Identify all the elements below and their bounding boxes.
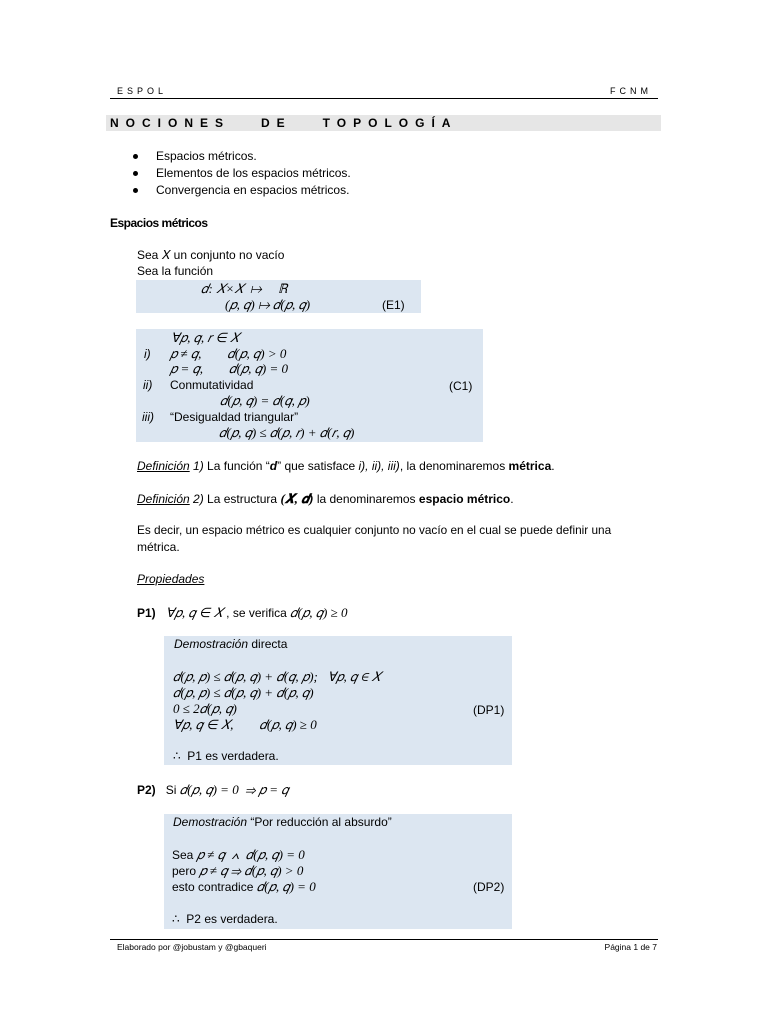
list-item: Espacios métricos. <box>156 149 257 163</box>
dp2-heading-text: “Por reducción al absurdo” <box>247 815 392 829</box>
def2-struct: (𝑿, 𝒅) <box>280 491 314 506</box>
c1-i-line-2: 𝑝 = 𝑞, 𝑑(𝑝, 𝑞) = 0 <box>170 361 289 376</box>
dp1-line-2: 𝑑(𝑝, 𝑝) ≤ 𝑑(𝑝, 𝑞) + 𝑑(𝑝, 𝑞) <box>173 685 314 700</box>
def1-end: . <box>551 459 555 473</box>
dp2-line-1 <box>172 847 305 863</box>
p1-math: ∀𝑝, 𝑞 ∈ 𝑋 <box>165 605 223 620</box>
dp1-tag: (DP1) <box>473 703 505 717</box>
c1-iii-label: iii) <box>142 410 154 424</box>
properties-heading: Propiedades <box>137 572 205 586</box>
def2-label: Definición <box>137 492 190 506</box>
dp2-conclusion: ∴ P2 es verdadera. <box>172 912 278 926</box>
e1-line-2: (𝑝, 𝑞) ↦ 𝑑(𝑝, 𝑞) <box>225 297 311 312</box>
dp1-heading-italic: Demostración <box>174 637 249 651</box>
footer-rule <box>110 939 658 940</box>
dp2-line-1-math: 𝑝 ≠ 𝑞 ∧ 𝑑(𝑝, 𝑞) = 0 <box>196 847 305 862</box>
bullet-icon <box>133 171 138 176</box>
definition-1 <box>137 459 555 473</box>
intro-line-1: Sea 𝑋 un conjunto no vacío <box>137 248 285 262</box>
dp2-line-2 <box>172 863 303 879</box>
c1-tag: (C1) <box>449 379 473 393</box>
header-left: ESPOL <box>117 86 168 96</box>
dp2-line-2-math: 𝑝 ≠ 𝑞 ⇒ 𝑑(𝑝, 𝑞) > 0 <box>199 863 304 878</box>
dp2-heading-italic: Demostración <box>173 815 248 829</box>
def1-text-3: , la denominaremos <box>399 459 509 473</box>
c1-ii-label: ii) <box>143 378 153 392</box>
bullet-icon <box>133 154 138 159</box>
page-title: NOCIONES DE TOPOLOGÍA <box>110 116 458 130</box>
property-2 <box>137 782 289 798</box>
c1-i-line-1: 𝑝 ≠ 𝑞, 𝑑(𝑝, 𝑞) > 0 <box>170 346 287 361</box>
property-1 <box>137 605 348 621</box>
def1-text-2: ” que satisface <box>277 459 359 473</box>
def1-label: Definición <box>137 459 190 473</box>
e1-line-1: 𝑑: 𝑋×𝑋 ↦ ℝ <box>201 281 288 296</box>
list-item: Convergencia en espacios métricos. <box>156 183 350 197</box>
dp1-line-4: ∀𝑝, 𝑞 ∈ 𝑋, 𝑑(𝑝, 𝑞) ≥ 0 <box>173 717 317 732</box>
p1-label: P1) <box>137 606 156 620</box>
c1-i-label: i) <box>144 347 151 361</box>
c1-iii-text: “Desigualdad triangular” <box>170 410 299 424</box>
paragraph-line-2: métrica. <box>137 540 180 554</box>
e1-tag: (E1) <box>382 298 405 312</box>
def2-term: espacio métrico <box>418 492 511 506</box>
bullet-icon <box>133 188 138 193</box>
def1-num: 1) <box>189 459 204 473</box>
dp2-tag: (DP2) <box>473 880 505 894</box>
def2-num: 2) <box>189 492 204 506</box>
def2-text-2: la denominaremos <box>313 492 419 506</box>
dp2-line-1-text: Sea <box>172 848 197 862</box>
dp2-line-3-text: esto contradice <box>172 880 257 894</box>
p2-text: Si <box>165 783 180 797</box>
list-item: Elementos de los espacios métricos. <box>156 166 351 180</box>
def2-text-1: La estructura <box>203 492 281 506</box>
dp2-line-2-text: pero <box>172 864 200 878</box>
section-heading: Espacios métricos <box>110 216 208 230</box>
intro-line-2: Sea la función <box>137 264 214 278</box>
dp1-line-3: 0 ≤ 2𝑑(𝑝, 𝑞) <box>173 701 237 716</box>
footer-left: Elaborado por @jobustam y @gbaqueri <box>117 942 267 952</box>
paragraph-line-1: Es decir, un espacio métrico es cualquier conjunto no vacío en el cual se puede definir una <box>137 523 612 537</box>
dp2-heading <box>173 815 392 829</box>
def1-term: métrica <box>508 459 552 473</box>
dp2-line-3-math: 𝑑(𝑝, 𝑞) = 0 <box>256 879 316 894</box>
def1-refs: i), ii), iii) <box>358 459 400 473</box>
def1-d: d <box>269 459 278 473</box>
def1-text-1: La función “ <box>203 459 270 473</box>
dp1-conclusion: ∴ P1 es verdadera. <box>173 749 279 763</box>
c1-ii-text: Conmutatividad <box>170 378 254 392</box>
dp1-heading-text: directa <box>248 637 288 651</box>
dp1-heading <box>174 637 287 651</box>
p2-formula: 𝑑(𝑝, 𝑞) = 0 ⇒ 𝑝 = 𝑞 <box>179 782 289 797</box>
c1-iii-formula: 𝑑(𝑝, 𝑞) ≤ 𝑑(𝑝, 𝑟) + 𝑑(𝑟, 𝑞) <box>219 425 355 440</box>
definition-2 <box>137 491 514 507</box>
def2-end: . <box>510 492 514 506</box>
dp1-line-1: 𝑑(𝑝, 𝑝) ≤ 𝑑(𝑝, 𝑞) + 𝑑(𝑞, 𝑝); ∀𝑝, 𝑞 ∈ 𝑋 <box>173 669 381 684</box>
c1-ii-formula: 𝑑(𝑝, 𝑞) = 𝑑(𝑞, 𝑝) <box>220 393 310 408</box>
footer-right: Página 1 de 7 <box>604 942 657 952</box>
dp2-line-3 <box>172 879 316 895</box>
header-rule <box>110 98 658 99</box>
header-right: FCNM <box>610 86 652 96</box>
p1-text: , se verifica <box>222 606 291 620</box>
c1-line-0: ∀𝑝, 𝑞, 𝑟 ∈ 𝑋 <box>171 330 240 345</box>
p2-label: P2) <box>137 783 156 797</box>
p1-formula: 𝑑(𝑝, 𝑞) ≥ 0 <box>290 605 348 620</box>
